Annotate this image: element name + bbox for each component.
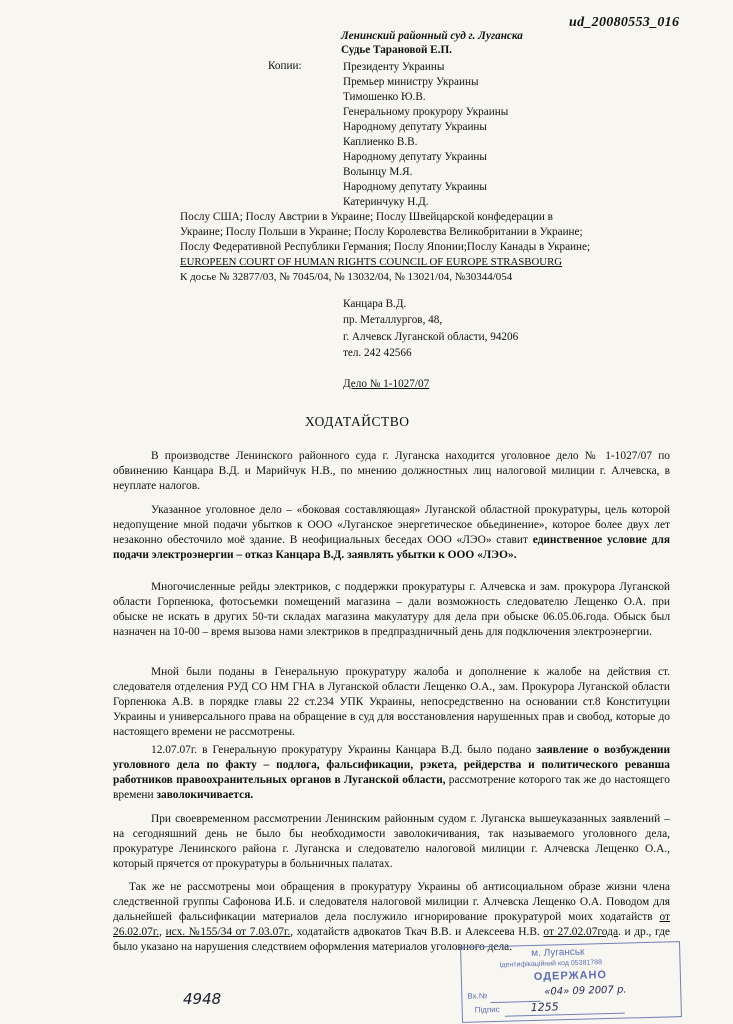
copy-recipient: Тимошенко Ю.В. <box>343 91 426 103</box>
document-id: ud_20080553_016 <box>569 15 680 30</box>
stamp-signature-label: Підпис <box>474 1004 500 1015</box>
body-paragraph <box>113 665 670 740</box>
handwritten-registration-number: 4948 <box>183 990 222 1008</box>
paragraph-text: 12.07.07г. в Генеральную прокуратуру Украины Канцара В.Д. было подано <box>151 744 537 756</box>
underlined-text: исх. №155/34 от 7.03.07г. <box>165 925 291 938</box>
copy-recipient: Волынцу М.Я. <box>343 166 413 178</box>
dossier-numbers: К досье № 32877/03, № 7045/04, № 13032/04, № 13021/04, №30344/054 <box>180 271 513 283</box>
copy-recipient: Премьер министру Украины <box>343 76 479 88</box>
underlined-text: от 27.02.07года <box>543 925 619 938</box>
judge-name: Судье Тарановой Е.П. <box>341 44 452 56</box>
copy-recipient: Народному депутату Украины <box>343 151 487 163</box>
copy-recipient: Народному депутату Украины <box>343 121 487 133</box>
body-paragraph <box>113 743 670 803</box>
copy-recipient: Президенту Украины <box>343 61 445 73</box>
paragraph-text: При своевременном рассмотрении Ленинским районным судом г. Луганска вышеуказанных заявлений – на сегодняшний день не было бы необходимости заволокичивания, так называемого уголовного дела, прокуратуре Ленинского района г. Луганска и следователю налоговой милиции г. Алчевска Лещенко О.А., который прячется от прокуратуры в больничных палатах. <box>113 813 670 870</box>
emphasis-text: единственное условие для подачи электроэнергии – отказ Канцара В.Д. заявлять убытки к ООО «ЛЭО». <box>113 533 670 561</box>
stamp-signature-value: 1255 <box>530 1000 559 1015</box>
paragraph-text: В производстве Ленинского районного суда г. Луганска находится уголовное дело № 1-1027/07 по обвинению Канцара В.Д. и Марийчук Н.В., по мнению должностных лиц налоговой милиции г. Алчевска, в неуплате налогов. <box>113 450 670 492</box>
ambassadors-line: Послу Федеративной Республики Германия; Послу Японии;Послу Канады в Украине; <box>180 241 591 253</box>
document-title: ХОДАТАЙСТВО <box>305 414 410 429</box>
body-paragraph <box>113 580 670 640</box>
copy-recipient: Народному депутату Украины <box>343 181 487 193</box>
stamp-incoming-number-label: Вх.№ <box>467 991 488 1001</box>
paragraph-text: Указанное уголовное дело – «боковая составляющая» Луганской областной прокуратуры, цель которой недопущение мной подачи убытков к ООО «Луганское энергетическое обьединение», которое более двух лет незаконно обесточило моё здание. В неофициальных беседах ООО «ЛЭО» ставит <box>113 504 670 546</box>
stamp-city: м. Луганськ <box>531 946 585 960</box>
sender-street: пр. Металлургов, 48, <box>343 314 443 326</box>
body-paragraph <box>113 812 670 872</box>
stamp-line <box>505 1013 625 1017</box>
sender-city: г. Алчевск Луганской области, 94206 <box>343 331 519 343</box>
sender-name: Канцара В.Д. <box>343 298 407 310</box>
stamp-id-code: Ідентифікаційний код 05381788 <box>499 959 603 969</box>
emphasis-text: заявление о возбуждении уголовного дела по факту – подлога, фальсификации, рэкета, рейдерства и политического реванша работников правоохранительных органов в Луганской области, <box>113 744 671 786</box>
ambassadors-line: Послу США; Послу Австрии в Украине; Послу Швейцарской конфедерации в <box>180 211 553 223</box>
copy-recipient: Генеральному прокурору Украины <box>343 106 509 118</box>
underlined-text: от 26.02.07г. <box>113 910 670 938</box>
case-number: Дело № 1-1027/07 <box>343 378 430 390</box>
paragraph-text: Мной были поданы в Генеральную прокуратуру жалоба и дополнение к жалобе на действия ст. следователя отделения РУД СО НМ ГНА в Луганской области Лещенко О.А., зам. Прокурора Луганской области Горпенюка А.В. в порядке главы 22 ст.234 УПК Украины, непосредственно на основании ст.8 Конституции Украины и универсального права на обращение в суд для восстановления нарушенных прав и свобод, которые до настоящего времени не рассмотрены. <box>113 666 670 738</box>
ambassadors-line: Украине; Послу Польши в Украине; Послу Королевства Великобритании в Украине; <box>180 226 583 238</box>
copies-label: Копии: <box>268 60 302 72</box>
paragraph-text: Так же не рассмотрены мои обращения в прокуратуру Украины об антисоциальном образе жизни члена следственной группы Сафонова И.Б. и следователя налоговой милиции г. Алчевска Лещенко О.А. Поводом для дальнейшей фальсификации материалов дела послужило игнорирование прокуратурой моих ходатайств <box>113 881 670 923</box>
paragraph-text: Многочисленные рейды электриков, с поддержки прокуратуры г. Алчевска и зам. прокурора Луганской области Горпенюка, фотосъемки помещений магазина – дали возможность следователю Лещенко О.А. при обыске не искать в других 50-ти складах магазина макулатуру для дела при обыске 06.05.06.года. Обыск был назначен на 10-00 – время вызова нами электриков в предпраздничный день для подключения электроэнергии. <box>113 581 670 638</box>
stamp-date: «04» 09 2007 р. <box>544 984 627 998</box>
body-paragraph <box>113 449 670 494</box>
sender-phone: тел. 242 42566 <box>343 347 412 359</box>
received-stamp <box>460 941 682 1023</box>
copy-recipient: Катеринчуку Н.Д. <box>343 196 429 208</box>
stamp-received: ОДЕРЖАНО <box>533 969 608 983</box>
paragraph-text: рассмотрение которого так же до настоящего времени <box>113 773 670 801</box>
copy-recipient: Каплиенко В.В. <box>343 136 418 148</box>
echr-addressee: EUROPEEN COURT OF HUMAN RIGHTS COUNCIL OF EUROPE STRASBOURG <box>180 256 563 268</box>
body-paragraph <box>113 503 670 563</box>
emphasis-text: заволокичивается. <box>156 788 254 801</box>
body-paragraph: Так же не рассмотрены мои обращения в прокуратуру Украины об антисоциальном образе жизни члена следственной группы Сафонова И.Б. и следователя налоговой милиции г. Алчевска Лещенко О.А. Поводом для дальнейшей фальсификации материалов дела послужило игнорирование прокуратурой моих ходатайств от 26.02.07г., исх. №155/34 от 7.03.07г., ходатайств адвокатов Ткач В.В. и Алексеева Н.В. от 27.02.07года. и др., где было указано на нарушения следствием оформления материалов уголовного дела. <box>113 881 670 953</box>
court-name: Ленинский районный суд г. Луганска <box>341 30 523 42</box>
